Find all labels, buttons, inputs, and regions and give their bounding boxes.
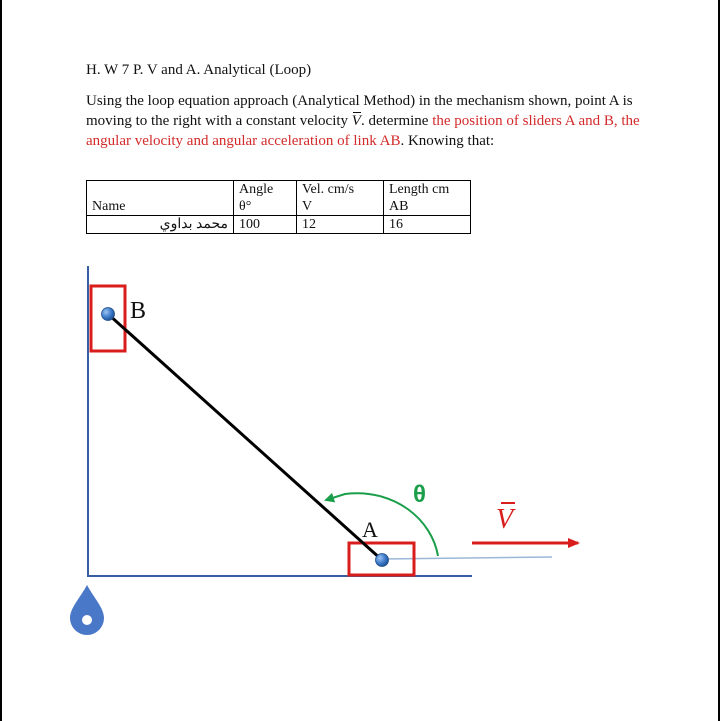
- table-cell: محمد بداوي: [87, 216, 234, 234]
- statement-part-3: . Knowing that:: [400, 133, 495, 149]
- table-header-cell: Angle: [234, 181, 297, 199]
- table-cell: 16: [384, 216, 471, 234]
- table-cell: V: [297, 198, 384, 216]
- label-a: A: [362, 517, 378, 542]
- table-cell: 100: [234, 216, 297, 234]
- table-cell: AB: [384, 198, 471, 216]
- label-velocity: V: [496, 504, 514, 535]
- table-cell: 12: [297, 216, 384, 234]
- reference-line: [383, 557, 552, 559]
- velocity-vector-symbol: V: [351, 113, 361, 129]
- label-theta: θ: [413, 481, 426, 508]
- water-drop-logo-icon: [70, 585, 104, 635]
- statement-highlight: the position of sliders A and B, the angular velocity and angular acceleration of link AB: [86, 113, 640, 149]
- homework-title: H. W 7 P. V and A. Analytical (Loop): [86, 62, 312, 78]
- link-ab: [108, 314, 382, 560]
- label-b: B: [130, 298, 147, 324]
- table-header-cell: Length cm: [384, 181, 471, 199]
- statement-part-2: . determine: [360, 113, 433, 129]
- table-header-cell: Vel. cm/s: [297, 181, 384, 199]
- statement-part-1: Using the loop equation approach (Analytical Method) in the mechanism shown, point A is moving to the right with a constant velocity: [86, 93, 633, 129]
- pin-b: [102, 308, 115, 321]
- pin-a: [376, 554, 389, 567]
- table-cell: θ°: [234, 198, 297, 216]
- table-cell: Name: [87, 198, 234, 216]
